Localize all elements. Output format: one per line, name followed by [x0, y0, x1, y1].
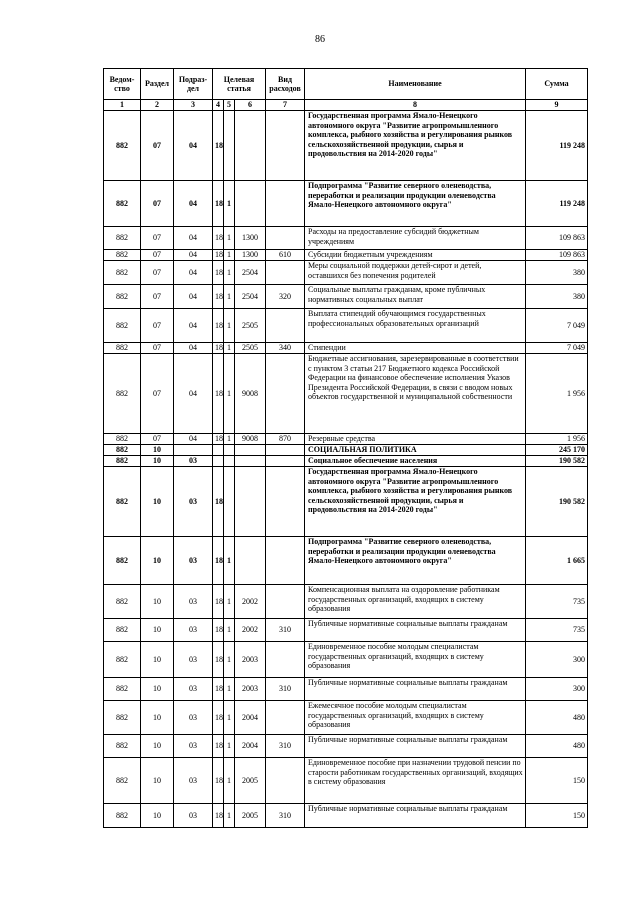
podrazdel-cell: 04 [174, 354, 213, 434]
name-cell: Стипендии [305, 343, 526, 354]
name-cell: Расходы на предоставление субсидий бюджетным учреждениям [305, 227, 526, 250]
target-part1-cell: 18 [213, 467, 224, 537]
podrazdel-cell: 04 [174, 227, 213, 250]
target-part1-cell: 18 [213, 309, 224, 343]
podrazdel-cell: 04 [174, 309, 213, 343]
podrazdel-cell: 04 [174, 343, 213, 354]
table-row [104, 445, 588, 456]
target-part3-cell: 2504 [235, 285, 266, 309]
sum-cell: 480 [526, 701, 588, 735]
vid-cell [266, 642, 305, 678]
table-row [104, 285, 588, 309]
target-part1-cell: 18 [213, 619, 224, 642]
table-row [104, 250, 588, 261]
target-part3-cell: 2004 [235, 701, 266, 735]
vedomstvo-cell: 882 [104, 261, 141, 285]
vedomstvo-cell: 882 [104, 343, 141, 354]
sum-cell: 109 863 [526, 250, 588, 261]
name-cell: Субсидии бюджетным учреждениям [305, 250, 526, 261]
target-part2-cell: 1 [224, 227, 235, 250]
col-number: 7 [266, 100, 305, 111]
target-part3-cell: 2003 [235, 678, 266, 701]
vedomstvo-cell: 882 [104, 434, 141, 445]
header-row [104, 69, 588, 100]
table-row [104, 537, 588, 585]
vedomstvo-cell: 882 [104, 701, 141, 735]
vedomstvo-cell: 882 [104, 678, 141, 701]
target-part1-cell: 18 [213, 354, 224, 434]
vid-cell [266, 537, 305, 585]
podrazdel-cell [174, 445, 213, 456]
table-row [104, 758, 588, 804]
target-part1-cell: 18 [213, 111, 224, 181]
vid-cell: 310 [266, 804, 305, 828]
target-part1-cell: 18 [213, 758, 224, 804]
target-part3-cell [235, 467, 266, 537]
target-part2-cell: 1 [224, 181, 235, 227]
target-part3-cell: 2005 [235, 804, 266, 828]
target-part3-cell: 1300 [235, 227, 266, 250]
sum-cell: 245 170 [526, 445, 588, 456]
target-part3-cell: 2004 [235, 735, 266, 758]
name-cell: Единовременное пособие молодым специалистам государственных организаций, входящих в систему образования [305, 642, 526, 678]
sum-cell: 109 863 [526, 227, 588, 250]
vedomstvo-cell: 882 [104, 585, 141, 619]
target-part3-cell [235, 181, 266, 227]
target-part2-cell: 1 [224, 585, 235, 619]
razdel-cell: 10 [141, 619, 174, 642]
podrazdel-cell: 04 [174, 261, 213, 285]
podrazdel-cell: 03 [174, 701, 213, 735]
razdel-cell: 10 [141, 735, 174, 758]
podrazdel-cell: 03 [174, 456, 213, 467]
target-part2-cell: 1 [224, 735, 235, 758]
vedomstvo-cell: 882 [104, 456, 141, 467]
razdel-cell: 07 [141, 285, 174, 309]
name-cell: Единовременное пособие при назначении трудовой пенсии по старости работникам государственных организаций, входящих в систему образования [305, 758, 526, 804]
vid-cell [266, 111, 305, 181]
table-row [104, 804, 588, 828]
vid-cell: 320 [266, 285, 305, 309]
podrazdel-cell: 03 [174, 467, 213, 537]
col-number: 8 [305, 100, 526, 111]
target-part3-cell [235, 537, 266, 585]
header-vid: Вид расходов [266, 69, 305, 100]
razdel-cell: 10 [141, 804, 174, 828]
header-podrazdel: Подраз- дел [174, 69, 213, 100]
razdel-cell: 10 [141, 445, 174, 456]
vedomstvo-cell: 882 [104, 111, 141, 181]
razdel-cell: 07 [141, 434, 174, 445]
podrazdel-cell: 04 [174, 285, 213, 309]
target-part1-cell: 18 [213, 434, 224, 445]
target-part2-cell [224, 467, 235, 537]
vedomstvo-cell: 882 [104, 804, 141, 828]
razdel-cell: 07 [141, 250, 174, 261]
vedomstvo-cell: 882 [104, 227, 141, 250]
razdel-cell: 10 [141, 585, 174, 619]
target-part2-cell: 1 [224, 758, 235, 804]
vedomstvo-cell: 882 [104, 642, 141, 678]
header-vedomstvo: Ведом- ство [104, 69, 141, 100]
razdel-cell: 07 [141, 111, 174, 181]
sum-cell: 7 049 [526, 343, 588, 354]
header-name: Наименование [305, 69, 526, 100]
vid-cell: 610 [266, 250, 305, 261]
target-part2-cell: 1 [224, 354, 235, 434]
target-part1-cell: 18 [213, 701, 224, 735]
vid-cell: 870 [266, 434, 305, 445]
name-cell: Выплата стипендий обучающимся государственных профессиональных образовательных организаций [305, 309, 526, 343]
page-number: 86 [315, 34, 325, 45]
table-row [104, 467, 588, 537]
table-row [104, 642, 588, 678]
sum-cell: 150 [526, 758, 588, 804]
target-part2-cell [224, 111, 235, 181]
podrazdel-cell: 03 [174, 642, 213, 678]
table-row [104, 678, 588, 701]
target-part3-cell [235, 445, 266, 456]
vid-cell [266, 445, 305, 456]
vid-cell [266, 456, 305, 467]
razdel-cell: 10 [141, 537, 174, 585]
vid-cell [266, 261, 305, 285]
vedomstvo-cell: 882 [104, 467, 141, 537]
podrazdel-cell: 03 [174, 678, 213, 701]
vedomstvo-cell: 882 [104, 250, 141, 261]
vedomstvo-cell: 882 [104, 285, 141, 309]
table-row [104, 181, 588, 227]
target-part3-cell: 2003 [235, 642, 266, 678]
col-number: 3 [174, 100, 213, 111]
target-part3-cell: 2504 [235, 261, 266, 285]
sum-cell: 1 665 [526, 537, 588, 585]
header-razdel: Раздел [141, 69, 174, 100]
podrazdel-cell: 03 [174, 537, 213, 585]
razdel-cell: 10 [141, 701, 174, 735]
name-cell: Публичные нормативные социальные выплаты гражданам [305, 735, 526, 758]
target-part3-cell: 9008 [235, 354, 266, 434]
sum-cell: 1 956 [526, 354, 588, 434]
name-cell: Социальные выплаты гражданам, кроме публичных нормативных социальных выплат [305, 285, 526, 309]
podrazdel-cell: 04 [174, 111, 213, 181]
col-number: 5 [224, 100, 235, 111]
vid-cell [266, 309, 305, 343]
table-row [104, 343, 588, 354]
table-row [104, 585, 588, 619]
header-sum: Сумма [526, 69, 588, 100]
podrazdel-cell: 03 [174, 619, 213, 642]
name-cell: Меры социальной поддержки детей-сирот и детей, оставшихся без попечения родителей [305, 261, 526, 285]
table-row [104, 261, 588, 285]
vid-cell: 310 [266, 619, 305, 642]
razdel-cell: 07 [141, 181, 174, 227]
col-number: 2 [141, 100, 174, 111]
vid-cell [266, 585, 305, 619]
podrazdel-cell: 03 [174, 585, 213, 619]
target-part2-cell: 1 [224, 678, 235, 701]
name-cell: Компенсационная выплата на оздоровление работникам государственных организаций, входящих в систему образования [305, 585, 526, 619]
table-row [104, 619, 588, 642]
name-cell: Государственная программа Ямало-Ненецкого автономного округа "Развитие агропромышленного комплекса, рыбного хозяйства и регулирования рынков сельскохозяйственной продукции, сырья и продовольствия на 2014-2020 годы" [305, 111, 526, 181]
target-part3-cell: 2505 [235, 343, 266, 354]
target-part2-cell [224, 456, 235, 467]
col-number: 1 [104, 100, 141, 111]
target-part2-cell: 1 [224, 285, 235, 309]
table-row [104, 227, 588, 250]
target-part1-cell: 18 [213, 343, 224, 354]
target-part1-cell: 18 [213, 537, 224, 585]
name-cell: Бюджетные ассигнования, зарезервированные в соответствии с пунктом 3 статьи 217 Бюджетного кодекса Российской Федерации на финансовое обеспечение исполнения Указов Президента Российской Федерации, в связи с вводом новых объектов государственной и муниципальной собственности [305, 354, 526, 434]
target-part1-cell: 18 [213, 804, 224, 828]
target-part1-cell: 18 [213, 642, 224, 678]
target-part3-cell: 2002 [235, 619, 266, 642]
vid-cell [266, 701, 305, 735]
sum-cell: 150 [526, 804, 588, 828]
col-number: 9 [526, 100, 588, 111]
target-part2-cell: 1 [224, 642, 235, 678]
vid-cell: 310 [266, 735, 305, 758]
vedomstvo-cell: 882 [104, 619, 141, 642]
razdel-cell: 07 [141, 354, 174, 434]
sum-cell: 300 [526, 642, 588, 678]
vid-cell [266, 227, 305, 250]
vid-cell [266, 758, 305, 804]
vid-cell [266, 354, 305, 434]
sum-cell: 1 956 [526, 434, 588, 445]
target-part1-cell [213, 445, 224, 456]
vid-cell: 340 [266, 343, 305, 354]
name-cell: СОЦИАЛЬНАЯ ПОЛИТИКА [305, 445, 526, 456]
target-part3-cell: 9008 [235, 434, 266, 445]
name-cell: Публичные нормативные социальные выплаты гражданам [305, 619, 526, 642]
sum-cell: 190 582 [526, 456, 588, 467]
table-row [104, 309, 588, 343]
table-row [104, 434, 588, 445]
target-part2-cell: 1 [224, 261, 235, 285]
vedomstvo-cell: 882 [104, 735, 141, 758]
table-row [104, 456, 588, 467]
sum-cell: 480 [526, 735, 588, 758]
podrazdel-cell: 03 [174, 758, 213, 804]
name-cell: Подпрограмма "Развитие северного оленеводства, переработки и реализации продукции оленеводства Ямало-Ненецкого автономного округа" [305, 181, 526, 227]
target-part3-cell: 2002 [235, 585, 266, 619]
target-part3-cell: 2005 [235, 758, 266, 804]
col-number: 4 [213, 100, 224, 111]
razdel-cell: 10 [141, 758, 174, 804]
sum-cell: 119 248 [526, 111, 588, 181]
col-number: 6 [235, 100, 266, 111]
target-part2-cell: 1 [224, 434, 235, 445]
name-cell: Ежемесячное пособие молодым специалистам государственных организаций, входящих в систему образования [305, 701, 526, 735]
name-cell: Публичные нормативные социальные выплаты гражданам [305, 678, 526, 701]
razdel-cell: 07 [141, 343, 174, 354]
vid-cell [266, 467, 305, 537]
target-part1-cell: 18 [213, 181, 224, 227]
vedomstvo-cell: 882 [104, 445, 141, 456]
target-part3-cell: 2505 [235, 309, 266, 343]
razdel-cell: 07 [141, 309, 174, 343]
podrazdel-cell: 04 [174, 250, 213, 261]
vedomstvo-cell: 882 [104, 309, 141, 343]
target-part2-cell: 1 [224, 701, 235, 735]
target-part3-cell [235, 111, 266, 181]
razdel-cell: 10 [141, 642, 174, 678]
table-row [104, 735, 588, 758]
target-part3-cell [235, 456, 266, 467]
target-part2-cell: 1 [224, 309, 235, 343]
podrazdel-cell: 03 [174, 735, 213, 758]
target-part1-cell: 18 [213, 261, 224, 285]
target-part1-cell: 18 [213, 735, 224, 758]
sum-cell: 735 [526, 585, 588, 619]
target-part2-cell: 1 [224, 804, 235, 828]
podrazdel-cell: 03 [174, 804, 213, 828]
target-part1-cell: 18 [213, 585, 224, 619]
sum-cell: 380 [526, 261, 588, 285]
target-part1-cell: 18 [213, 678, 224, 701]
podrazdel-cell: 04 [174, 181, 213, 227]
name-cell: Государственная программа Ямало-Ненецкого автономного округа "Развитие агропромышленного комплекса, рыбного хозяйства и регулирования рынков сельскохозяйственной продукции, сырья и продовольствия на 2014-2020 годы" [305, 467, 526, 537]
name-cell: Социальное обеспечение населения [305, 456, 526, 467]
sum-cell: 119 248 [526, 181, 588, 227]
razdel-cell: 07 [141, 261, 174, 285]
razdel-cell: 10 [141, 456, 174, 467]
razdel-cell: 10 [141, 467, 174, 537]
podrazdel-cell: 04 [174, 434, 213, 445]
razdel-cell: 07 [141, 227, 174, 250]
name-cell: Подпрограмма "Развитие северного оленеводства, переработки и реализации продукции оленеводства Ямало-Ненецкого автономного округа" [305, 537, 526, 585]
sum-cell: 190 582 [526, 467, 588, 537]
name-cell: Резервные средства [305, 434, 526, 445]
vedomstvo-cell: 882 [104, 181, 141, 227]
sum-cell: 7 049 [526, 309, 588, 343]
vedomstvo-cell: 882 [104, 537, 141, 585]
name-cell: Публичные нормативные социальные выплаты гражданам [305, 804, 526, 828]
target-part1-cell [213, 456, 224, 467]
razdel-cell: 10 [141, 678, 174, 701]
table-row [104, 354, 588, 434]
column-number-row [104, 100, 588, 111]
vid-cell [266, 181, 305, 227]
target-part2-cell: 1 [224, 619, 235, 642]
target-part2-cell: 1 [224, 537, 235, 585]
vedomstvo-cell: 882 [104, 758, 141, 804]
table-row [104, 111, 588, 181]
header-target: Целевая статья [213, 69, 266, 100]
target-part1-cell: 18 [213, 285, 224, 309]
target-part2-cell [224, 445, 235, 456]
sum-cell: 735 [526, 619, 588, 642]
target-part3-cell: 1300 [235, 250, 266, 261]
sum-cell: 300 [526, 678, 588, 701]
target-part1-cell: 18 [213, 227, 224, 250]
sum-cell: 380 [526, 285, 588, 309]
vid-cell: 310 [266, 678, 305, 701]
table-row [104, 701, 588, 735]
target-part2-cell: 1 [224, 343, 235, 354]
target-part2-cell: 1 [224, 250, 235, 261]
budget-table [103, 68, 588, 828]
vedomstvo-cell: 882 [104, 354, 141, 434]
target-part1-cell: 18 [213, 250, 224, 261]
